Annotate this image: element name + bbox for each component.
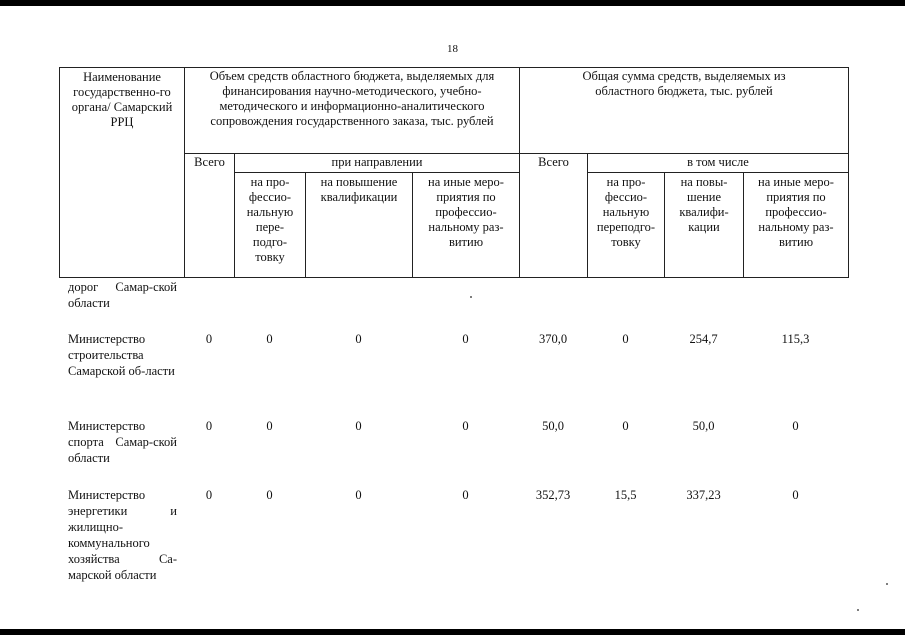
cell-value: 0: [622, 332, 629, 346]
header-group1-title: Объем средств областного бюджета, выделяемых для финансирования научно-методического, учебно-методического и информационно-аналитического сопровождения государственного заказа, тыс. рублей: [185, 68, 520, 154]
header-group2-retraining: на про-фессио-нальную переподго-товку: [588, 173, 665, 278]
header-group2-sub: в том числе: [588, 154, 849, 173]
cell-value: 0: [266, 332, 273, 346]
scan-speck: [857, 609, 859, 611]
cell-value: 15,5: [614, 488, 637, 502]
table-header: [59, 67, 849, 278]
cell-value: 0: [462, 488, 469, 502]
header-group1-sub: при направлении: [235, 154, 520, 173]
header-group1-qualification: на повышение квалификации: [306, 173, 413, 278]
cell-value: 0: [355, 332, 362, 346]
cell-value: 370,0: [538, 332, 568, 346]
cell-value: 0: [266, 488, 273, 502]
cell-value: 254,7: [689, 332, 718, 346]
cell-value: 0: [266, 419, 273, 433]
header-group2-qualification: на повы-шение квалифи-кации: [665, 173, 744, 278]
cell-value: 0: [792, 488, 799, 502]
header-group2-title: Общая сумма средств, выделяемых из областного бюджета, тыс. рублей: [520, 68, 849, 154]
cell-value: 0: [355, 419, 362, 433]
cell-value: 352,73: [535, 488, 571, 502]
cell-value: 337,23: [686, 488, 721, 502]
row-org-name: Министерство спорта Самар-ской области: [68, 419, 177, 465]
page-number: 18: [447, 43, 458, 55]
cell-value: 0: [205, 419, 213, 433]
bottom-border-rule: [0, 629, 905, 635]
cell-value: 50,0: [542, 419, 564, 433]
cell-value: 0: [622, 419, 629, 433]
cell-value: 0: [462, 419, 469, 433]
cell-value: 0: [205, 332, 213, 346]
scan-speck: [886, 583, 888, 585]
header-org-name: Наименование государственно-го органа/ Самарский РРЦ: [60, 68, 185, 278]
header-group2-total: Всего: [520, 154, 588, 278]
cell-value: 0: [462, 332, 469, 346]
cell-value: 115,3: [781, 332, 810, 346]
row-org-name: Министерство строительства Самарской об-ласти: [68, 332, 175, 378]
header-group2-other: на иные меро-приятия по профессио-нальному раз-витию: [744, 173, 849, 278]
header-group1-total: Всего: [185, 154, 235, 278]
top-border-rule: [0, 0, 905, 6]
cell-value: 0: [205, 488, 213, 502]
row-org-name: дорог Самар-ской области: [68, 280, 177, 310]
scan-speck: [470, 296, 472, 298]
header-group1-retraining: на про-фессио-нальную пере-подго-товку: [235, 173, 306, 278]
cell-value: 50,0: [692, 419, 715, 433]
header-group1-other: на иные меро-приятия по профессио-нальному раз-витию: [413, 173, 520, 278]
cell-value: 0: [792, 419, 799, 433]
cell-value: 0: [355, 488, 362, 502]
row-org-name: Министерство энергетики и жилищно-коммунального хозяйства Са-марской области: [68, 488, 177, 582]
